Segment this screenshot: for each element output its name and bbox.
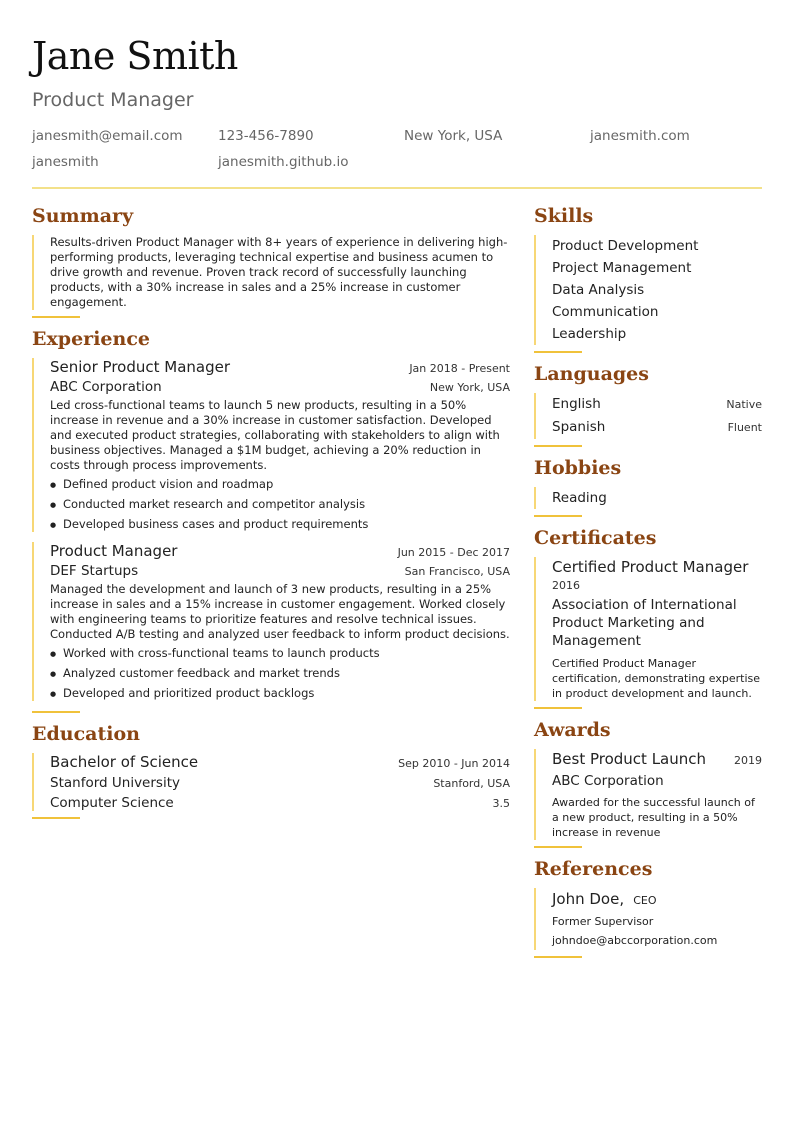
section-underline — [32, 817, 80, 819]
list-item: ● Analyzed customer feedback and market trends — [50, 666, 510, 681]
job-description: Led cross-functional teams to launch 5 new products, resulting in a 50% increase in revenue and a 30% increase in customer satisfaction. Developed and executed product strategies, collaborating with stakeholders to align with business objectives. Managed a $1M budget, achieving a 20% reduction in costs through process improvements. — [50, 398, 500, 472]
school-location: Stanford, USA — [433, 777, 510, 790]
section-heading: Certificates — [534, 527, 657, 549]
award-title: Best Product Launch — [552, 750, 707, 768]
experience-item — [32, 542, 510, 701]
education-section — [32, 723, 510, 819]
hobbies-section — [534, 457, 762, 517]
skill-item: Leadership — [552, 326, 627, 342]
school: Stanford University — [50, 775, 180, 791]
reference-item — [534, 888, 762, 950]
job-bullets — [50, 477, 510, 532]
languages-list — [534, 393, 762, 439]
language-level: Fluent — [727, 421, 762, 434]
language-name: Spanish — [552, 419, 606, 435]
section-underline — [534, 846, 582, 848]
list-item: ● Worked with cross-functional teams to launch products — [50, 646, 510, 661]
education-dates: Sep 2010 - Jun 2014 — [398, 757, 510, 770]
section-underline — [534, 515, 582, 517]
language-level: Native — [726, 398, 762, 411]
reference-role: CEO — [633, 894, 657, 907]
job-title: Senior Product Manager — [50, 358, 231, 376]
section-heading: Awards — [534, 719, 611, 741]
certificate-title: Certified Product Manager — [552, 558, 749, 576]
skill-item: Project Management — [552, 260, 692, 276]
certificate-issuer: Association of International Product Marketing and Management — [552, 597, 737, 649]
job-title: Product Manager — [50, 542, 178, 560]
field-of-study: Computer Science — [50, 795, 174, 811]
hobby-item: Reading — [552, 490, 607, 506]
list-item: ● Defined product vision and roadmap — [50, 477, 510, 492]
reference-position: Former Supervisor — [552, 915, 654, 928]
skill-item: Communication — [552, 304, 659, 320]
section-heading: Education — [32, 723, 140, 745]
right-column — [534, 205, 762, 968]
skills-list — [534, 235, 762, 345]
summary-body — [32, 235, 510, 310]
section-underline — [32, 711, 80, 713]
hobbies-list — [534, 487, 762, 509]
skill-item: Product Development — [552, 238, 699, 254]
references-section — [534, 858, 762, 958]
language-name: English — [552, 396, 601, 412]
job-location: New York, USA — [429, 381, 510, 394]
section-heading: Languages — [534, 363, 649, 385]
award-item — [534, 749, 762, 840]
degree: Bachelor of Science — [50, 753, 199, 771]
reference-email[interactable]: johndoe@abccorporation.com — [552, 934, 718, 947]
skill-item: Data Analysis — [552, 282, 645, 298]
section-underline — [534, 351, 582, 353]
section-underline — [534, 956, 582, 958]
job-dates: Jan 2018 - Present — [409, 362, 510, 375]
contact-website[interactable]: janesmith.com — [590, 128, 690, 144]
certificates-section — [534, 527, 762, 709]
experience-item — [32, 358, 510, 532]
candidate-title: Product Manager — [32, 89, 194, 111]
list-item: ● Developed business cases and product requirements — [50, 517, 510, 532]
section-heading: Summary — [32, 205, 134, 227]
awards-section — [534, 719, 762, 848]
education-item — [32, 753, 510, 811]
summary-section — [32, 205, 510, 318]
header-divider — [32, 187, 762, 189]
section-heading: Skills — [534, 205, 594, 227]
contact-info — [32, 128, 776, 170]
language-item — [552, 393, 762, 416]
award-issuer: ABC Corporation — [552, 773, 664, 789]
reference-name: John Doe, — [552, 890, 625, 908]
contact-phone[interactable]: 123-456-7890 — [218, 128, 314, 144]
language-item — [552, 416, 762, 439]
section-underline — [534, 707, 582, 709]
section-underline — [32, 316, 80, 318]
candidate-name: Jane Smith — [32, 34, 238, 78]
experience-section — [32, 328, 510, 713]
job-bullets — [50, 646, 510, 701]
list-item: ● Conducted market research and competitor analysis — [50, 497, 510, 512]
award-description: Awarded for the successful launch of a new product, resulting in a 50% increase in revenue — [552, 796, 755, 839]
left-column — [32, 205, 510, 829]
certificate-item — [534, 557, 762, 701]
section-heading: Hobbies — [534, 457, 622, 479]
languages-section — [534, 363, 762, 447]
job-company: ABC Corporation — [50, 379, 162, 395]
contact-email[interactable]: janesmith@email.com — [32, 128, 183, 144]
section-heading: Experience — [32, 328, 150, 350]
certificate-description: Certified Product Manager certification, demonstrating expertise in product development and launch. — [552, 657, 761, 700]
section-heading: References — [534, 858, 653, 880]
gpa: 3.5 — [492, 797, 510, 810]
certificate-year: 2016 — [552, 579, 580, 592]
job-dates: Jun 2015 - Dec 2017 — [397, 546, 510, 559]
job-company: DEF Startups — [50, 563, 139, 579]
skills-section — [534, 205, 762, 353]
contact-username[interactable]: janesmith — [32, 154, 99, 170]
contact-location: New York, USA — [404, 128, 503, 144]
job-location: San Francisco, USA — [404, 565, 510, 578]
award-year: 2019 — [734, 754, 762, 767]
job-description: Managed the development and launch of 3 new products, resulting in a 25% increase in sales and a 15% increase in customer engagement. Worked closely with engineering teams to prioritize features and resolve technical issues. Conducted A/B testing and analyzed user feedback to inform product decisions. — [50, 582, 510, 641]
contact-github[interactable]: janesmith.github.io — [218, 154, 349, 170]
section-underline — [534, 445, 582, 447]
list-item: ● Developed and prioritized product backlogs — [50, 686, 510, 701]
summary-text: Results-driven Product Manager with 8+ years of experience in delivering high-performing products, leveraging technical expertise and business acumen to drive growth and revenue. Proven track record of successfully launching products, with a 30% increase in sales and a 25% increase in customer engagement. — [50, 235, 508, 309]
